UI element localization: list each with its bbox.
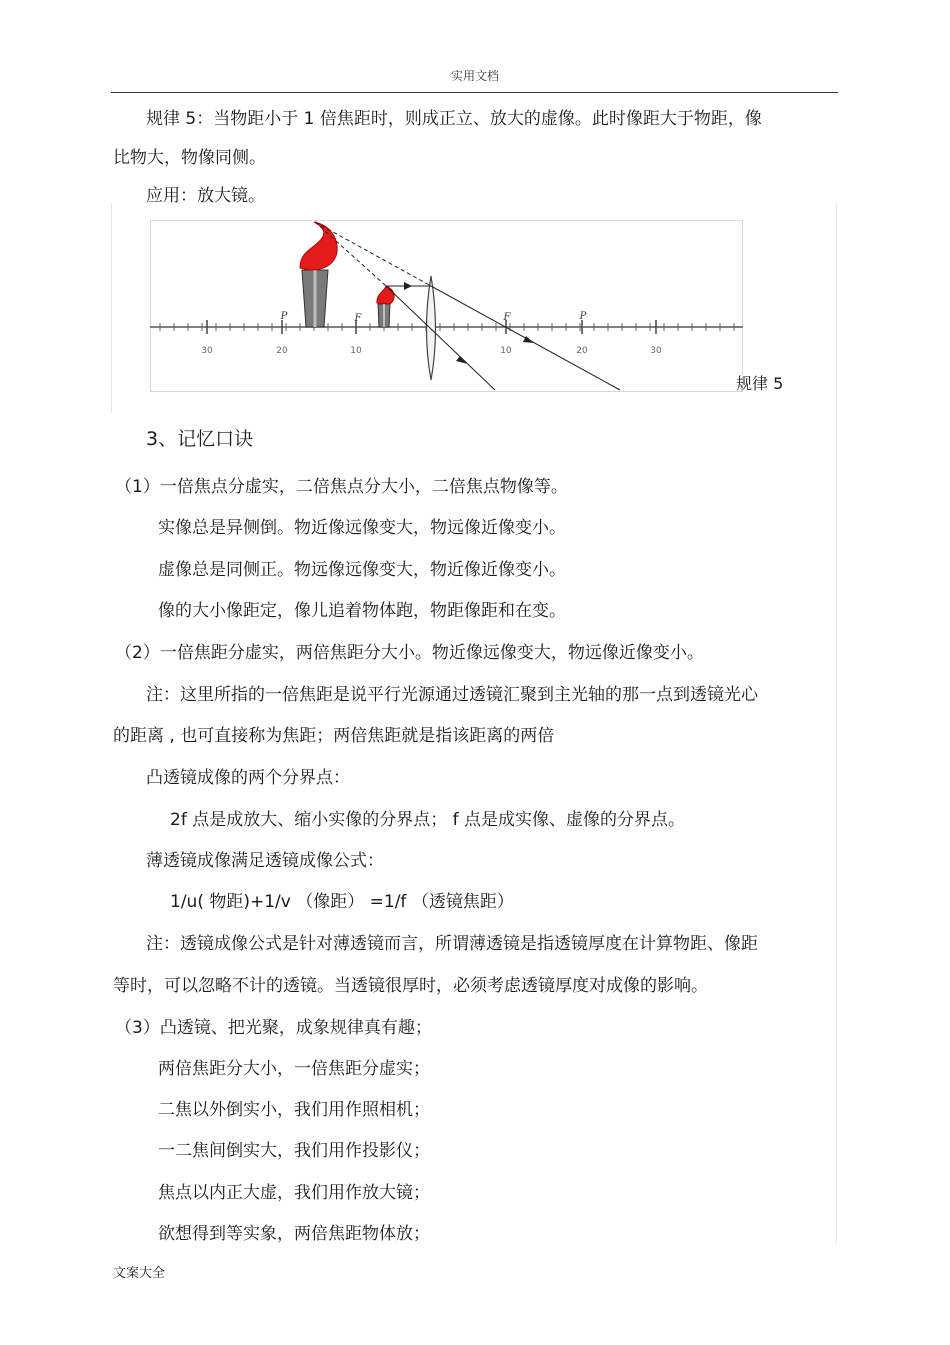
point-label-2f-left: P [280, 311, 288, 322]
formula-title: 薄透镜成像满足透镜成像公式： [146, 851, 384, 871]
rhyme3d: 焦点以内正大虚，我们用作放大镜； [158, 1183, 430, 1203]
axis-label-10-left: 10 [350, 346, 362, 356]
point-label-f-right: F [503, 312, 511, 323]
note2-line1: 注：透镜成像公式是针对薄透镜而言，所谓薄透镜是指透镜厚度在计算物距、像距 [146, 934, 758, 954]
axis-label-10-right: 10 [500, 346, 512, 356]
diagram-frame [151, 221, 743, 392]
point-label-f-left: F [354, 313, 362, 324]
rhyme3a: 两倍焦距分大小，一倍焦距分虚实； [158, 1059, 430, 1079]
axis-label-20-right: 20 [576, 346, 588, 356]
rhyme3c: 一二焦间倒实大，我们用作投影仪； [158, 1141, 430, 1161]
axis-label-30-left: 30 [201, 346, 213, 356]
section-title: 3、记忆口诀 [146, 428, 254, 450]
point-label-2f-right: P [579, 311, 587, 322]
rhyme1c: 像的大小像距定，像儿追着物体跑，物距像距和在变。 [158, 601, 566, 621]
page-footer: 文案大全 [113, 1266, 166, 1281]
axis-label-30-right: 30 [650, 346, 662, 356]
rhyme3b: 二焦以外倒实小，我们用作照相机； [158, 1100, 430, 1120]
rhyme3e: 欲想得到等实象，两倍焦距物体放； [158, 1224, 430, 1244]
rule5-line1: 规律 5：当物距小于 1 倍焦距时，则成正立、放大的虚像。此时像距大于物距，像 [146, 109, 762, 129]
note2-line2: 等时，可以忽略不计的透镜。当透镜很厚时，必须考虑透镜厚度对成像的影响。 [113, 976, 708, 996]
page-header: 实用文档 [450, 69, 499, 83]
lens-formula: 1/u( 物距)+1/v （像距） =1/f （透镜焦距） [170, 892, 514, 912]
axis-label-20-left: 20 [276, 346, 288, 356]
rule5-application: 应用：放大镜。 [146, 186, 265, 206]
lens-diagram [150, 220, 744, 392]
rhyme3: （3）凸透镜、把光聚，成象规律真有趣； [115, 1018, 432, 1038]
rhyme1: （1）一倍焦点分虚实，二倍焦点分大小，二倍焦点物像等。 [115, 477, 568, 497]
figure-caption: 规律 5 [736, 374, 784, 393]
boundary-text: 2f 点是成放大、缩小实像的分界点； f 点是成实像、虚像的分界点。 [170, 810, 685, 830]
rule5-line2: 比物大，物像同侧。 [113, 148, 266, 168]
right-margin-line [836, 203, 837, 1243]
left-margin-line [111, 203, 112, 413]
rhyme2: （2）一倍焦距分虚实，两倍焦距分大小。物近像远像变大，物远像近像变小。 [115, 643, 704, 663]
rhyme1a: 实像总是异侧倒。物近像远像变大，物远像近像变小。 [158, 518, 566, 538]
note1-line1: 注：这里所指的一倍焦距是说平行光源通过透镜汇聚到主光轴的那一点到透镜光心 [146, 685, 758, 705]
note1-line2: 的距离 , 也可直接称为焦距；两倍焦距就是指该距离的两倍 [113, 726, 555, 746]
header-divider [111, 92, 838, 93]
boundary-title: 凸透镜成像的两个分界点： [146, 768, 350, 788]
rhyme1b: 虚像总是同侧正。物远像远像变大，物近像近像变小。 [158, 560, 566, 580]
